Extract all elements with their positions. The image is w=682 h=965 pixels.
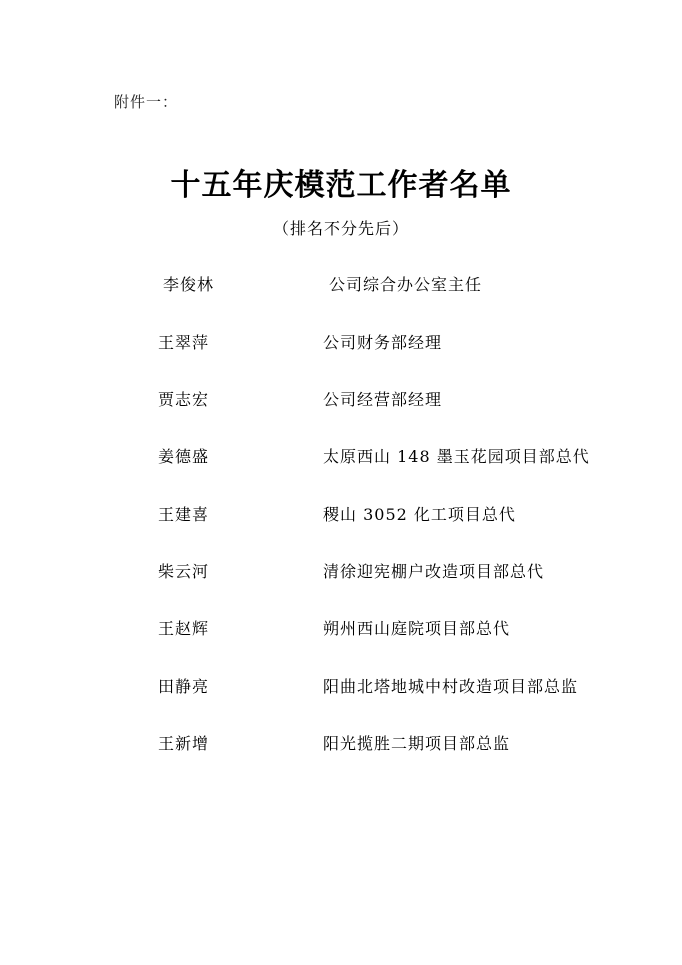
person-position: 公司综合办公室主任: [329, 275, 483, 294]
person-position: 朔州西山庭院项目部总代: [323, 619, 511, 638]
person-position: 稷山 3052 化工项目总代: [323, 505, 516, 524]
person-name: 田静亮: [158, 677, 210, 696]
person-name: 李俊林: [163, 275, 215, 294]
list-item: [0, 616, 682, 642]
person-name: 王赵辉: [158, 619, 210, 638]
list-item: [0, 731, 682, 757]
person-name: 王翠萍: [158, 333, 210, 352]
document-title: 十五年庆模范工作者名单: [170, 168, 512, 203]
person-position: 公司财务部经理: [323, 333, 443, 352]
person-name: 柴云河: [158, 562, 210, 581]
person-name: 王建喜: [158, 505, 210, 524]
person-name: 贾志宏: [158, 390, 210, 409]
person-position: 阳曲北塔地城中村改造项目部总监: [323, 677, 579, 696]
attachment-label: 附件一：: [114, 93, 179, 111]
person-position: 太原西山 148 墨玉花园项目部总代: [323, 447, 590, 466]
list-item: [0, 559, 682, 585]
list-item: [0, 444, 682, 470]
list-item: [0, 387, 682, 413]
person-position: 公司经营部经理: [323, 390, 443, 409]
list-item: [0, 272, 682, 298]
person-position: 清徐迎宪棚户改造项目部总代: [323, 562, 545, 581]
person-name: 姜德盛: [158, 447, 210, 466]
list-item: [0, 502, 682, 528]
person-position: 阳光揽胜二期项目部总监: [323, 734, 511, 753]
person-name: 王新增: [158, 734, 210, 753]
list-item: [0, 674, 682, 700]
list-item: [0, 330, 682, 356]
document-subtitle: （排名不分先后）: [272, 219, 409, 238]
